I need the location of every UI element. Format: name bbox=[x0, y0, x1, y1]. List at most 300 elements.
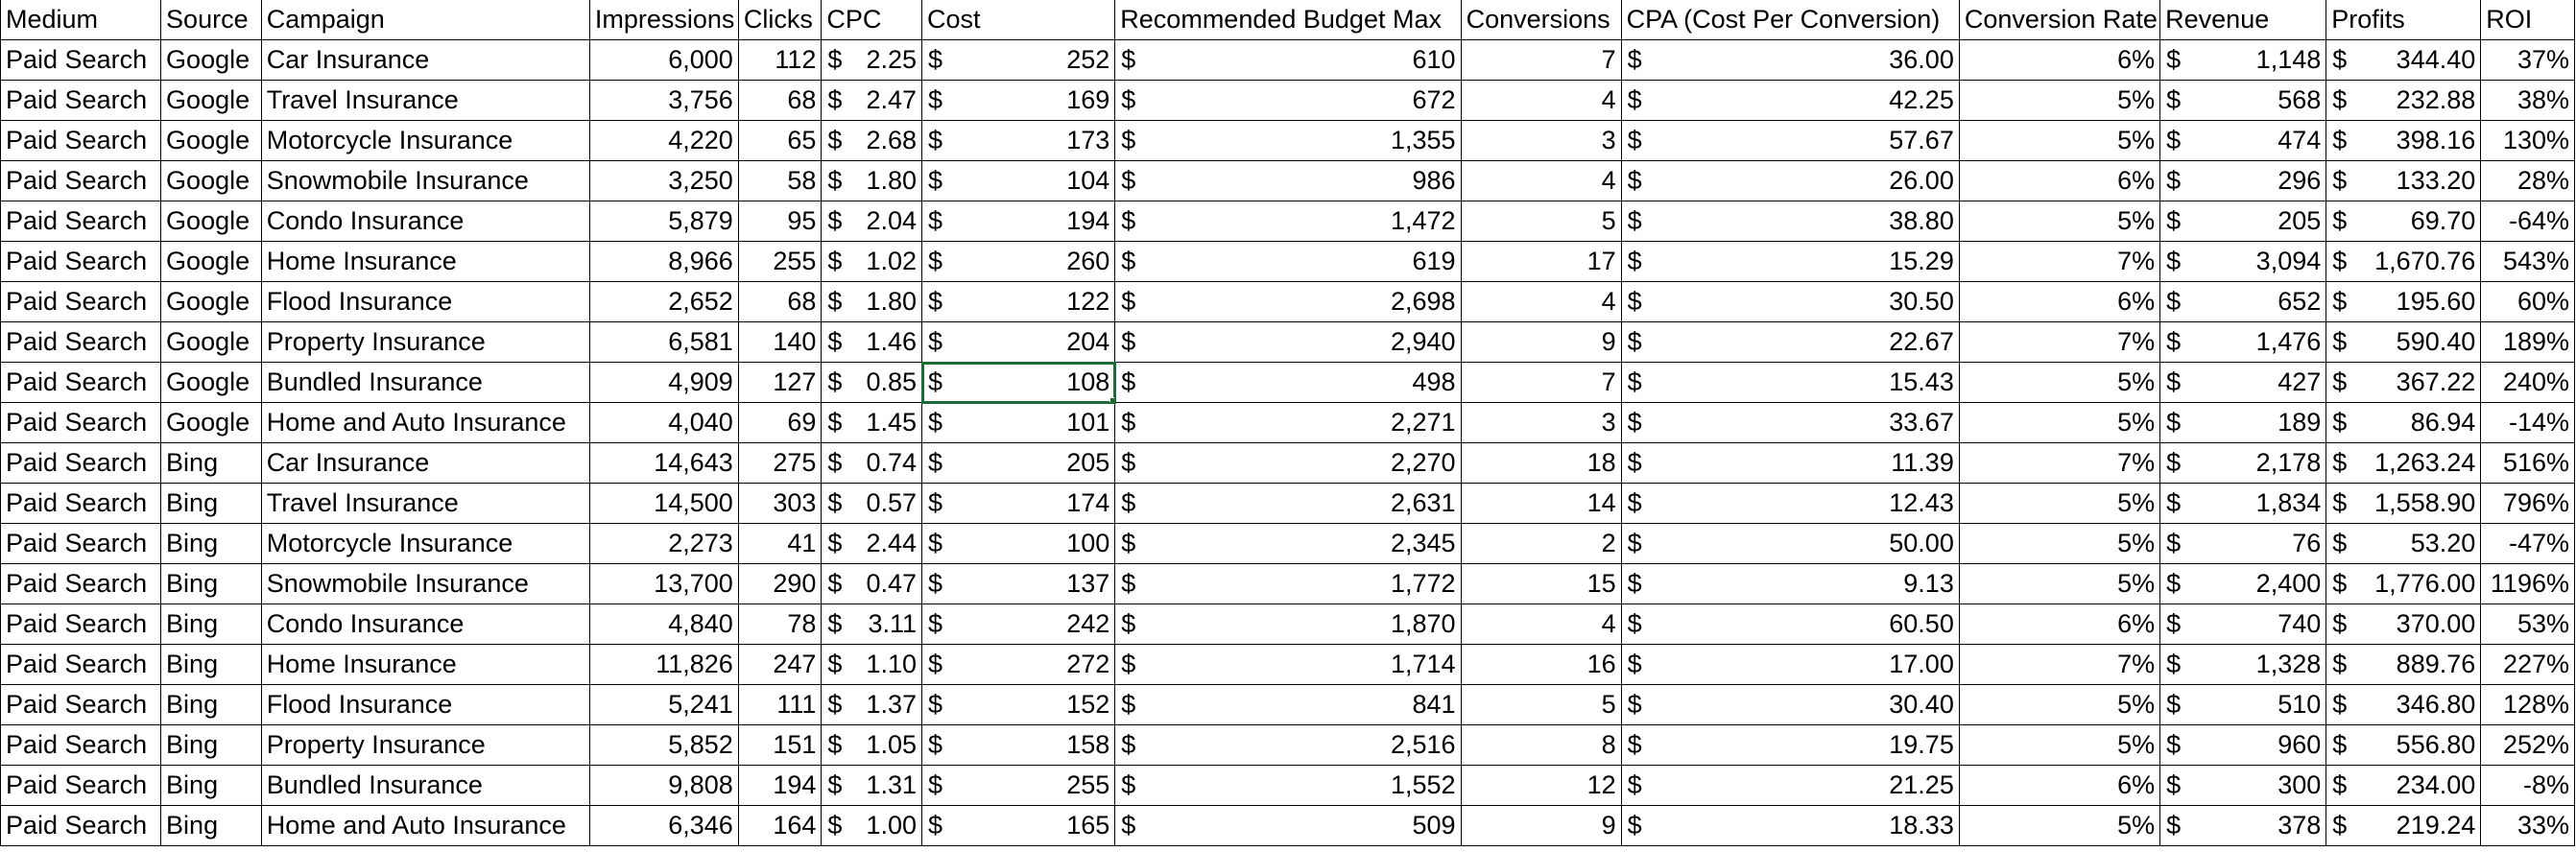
cell-impressions[interactable]: 4,220 bbox=[589, 121, 738, 161]
cell-source[interactable]: Bing bbox=[161, 443, 262, 484]
cell-cpa[interactable] bbox=[1621, 242, 1959, 282]
cell-impressions[interactable]: 4,040 bbox=[589, 403, 738, 443]
cell-clicks[interactable]: 65 bbox=[738, 121, 822, 161]
cell-campaign[interactable]: Motorcycle Insurance bbox=[261, 524, 589, 564]
cell-campaign[interactable]: Car Insurance bbox=[261, 443, 589, 484]
cell-value: 740 bbox=[2278, 609, 2322, 638]
cell-campaign[interactable]: Home Insurance bbox=[261, 645, 589, 685]
cell-impressions[interactable]: 9,808 bbox=[589, 766, 738, 806]
cell-roi[interactable]: 543% bbox=[2481, 242, 2575, 282]
cell-budget[interactable] bbox=[1115, 725, 1461, 766]
cell-roi[interactable]: 38% bbox=[2481, 81, 2575, 121]
cell-medium[interactable]: Paid Search bbox=[1, 645, 161, 685]
cell-medium[interactable]: Paid Search bbox=[1, 161, 161, 201]
cell-medium[interactable]: Paid Search bbox=[1, 242, 161, 282]
cell-cpa[interactable] bbox=[1621, 201, 1959, 242]
cell-impressions[interactable]: 8,966 bbox=[589, 242, 738, 282]
cell-revenue[interactable] bbox=[2160, 645, 2326, 685]
cell-revenue[interactable] bbox=[2160, 766, 2326, 806]
cell-campaign[interactable]: Flood Insurance bbox=[261, 282, 589, 322]
cell-roi[interactable]: 128% bbox=[2481, 685, 2575, 725]
cell-revenue[interactable] bbox=[2160, 121, 2326, 161]
cell-source[interactable]: Google bbox=[161, 40, 262, 81]
cell-cost[interactable] bbox=[922, 161, 1115, 201]
cell-revenue[interactable] bbox=[2160, 484, 2326, 524]
cell-profits[interactable] bbox=[2326, 40, 2481, 81]
cell-clicks[interactable]: 255 bbox=[738, 242, 822, 282]
header-cell-cost[interactable]: Cost bbox=[922, 0, 1115, 40]
cell-medium[interactable]: Paid Search bbox=[1, 363, 161, 403]
cell-profits[interactable] bbox=[2326, 806, 2481, 846]
cell-campaign[interactable]: Bundled Insurance bbox=[261, 363, 589, 403]
cell-budget[interactable] bbox=[1115, 403, 1461, 443]
header-cell-profits[interactable]: Profits bbox=[2326, 0, 2481, 40]
cell-conversions[interactable]: 5 bbox=[1461, 201, 1621, 242]
cell-conversions[interactable]: 9 bbox=[1461, 322, 1621, 363]
cell-medium[interactable]: Paid Search bbox=[1, 806, 161, 846]
cell-medium[interactable]: Paid Search bbox=[1, 81, 161, 121]
cell-budget[interactable] bbox=[1115, 806, 1461, 846]
cell-cpc[interactable] bbox=[822, 685, 922, 725]
cell-cpa[interactable] bbox=[1621, 363, 1959, 403]
cell-revenue[interactable] bbox=[2160, 806, 2326, 846]
cell-medium[interactable]: Paid Search bbox=[1, 484, 161, 524]
cell-clicks[interactable]: 41 bbox=[738, 524, 822, 564]
cell-profits[interactable] bbox=[2326, 685, 2481, 725]
cell-clicks[interactable]: 290 bbox=[738, 564, 822, 604]
cell-clicks[interactable]: 247 bbox=[738, 645, 822, 685]
cell-profits[interactable] bbox=[2326, 201, 2481, 242]
cell-budget[interactable] bbox=[1115, 242, 1461, 282]
cell-conversions[interactable]: 16 bbox=[1461, 645, 1621, 685]
cell-revenue[interactable] bbox=[2160, 242, 2326, 282]
cell-conv_rate[interactable]: 7% bbox=[1959, 322, 2159, 363]
cell-clicks[interactable]: 58 bbox=[738, 161, 822, 201]
cell-cpa[interactable] bbox=[1621, 161, 1959, 201]
cell-budget[interactable] bbox=[1115, 282, 1461, 322]
cell-cpc[interactable] bbox=[822, 40, 922, 81]
cell-cpc[interactable] bbox=[822, 201, 922, 242]
cell-conv_rate[interactable]: 6% bbox=[1959, 604, 2159, 645]
cell-cpa[interactable] bbox=[1621, 121, 1959, 161]
cell-profits[interactable] bbox=[2326, 604, 2481, 645]
currency-symbol: $ bbox=[928, 327, 943, 356]
cell-profits[interactable] bbox=[2326, 766, 2481, 806]
header-cell-revenue[interactable]: Revenue bbox=[2160, 0, 2326, 40]
cell-clicks[interactable]: 69 bbox=[738, 403, 822, 443]
cell-revenue[interactable] bbox=[2160, 604, 2326, 645]
cell-revenue[interactable] bbox=[2160, 81, 2326, 121]
cell-conversions[interactable]: 3 bbox=[1461, 403, 1621, 443]
cell-clicks[interactable]: 78 bbox=[738, 604, 822, 645]
cell-impressions[interactable]: 14,500 bbox=[589, 484, 738, 524]
cell-cost[interactable] bbox=[922, 725, 1115, 766]
cell-cost[interactable] bbox=[922, 524, 1115, 564]
cell-revenue[interactable] bbox=[2160, 725, 2326, 766]
cell-campaign[interactable]: Property Insurance bbox=[261, 322, 589, 363]
cell-budget[interactable] bbox=[1115, 81, 1461, 121]
cell-roi[interactable]: 240% bbox=[2481, 363, 2575, 403]
cell-cpa[interactable] bbox=[1621, 645, 1959, 685]
cell-roi[interactable]: 53% bbox=[2481, 604, 2575, 645]
cell-campaign[interactable]: Bundled Insurance bbox=[261, 766, 589, 806]
cell-campaign[interactable]: Condo Insurance bbox=[261, 201, 589, 242]
cell-conv_rate[interactable]: 6% bbox=[1959, 766, 2159, 806]
cell-source[interactable]: Google bbox=[161, 403, 262, 443]
cell-budget[interactable] bbox=[1115, 201, 1461, 242]
cell-cpa[interactable] bbox=[1621, 725, 1959, 766]
cell-budget[interactable] bbox=[1115, 363, 1461, 403]
cell-conversions[interactable]: 7 bbox=[1461, 363, 1621, 403]
cell-campaign[interactable]: Motorcycle Insurance bbox=[261, 121, 589, 161]
cell-cost[interactable] bbox=[922, 201, 1115, 242]
cell-roi[interactable]: 227% bbox=[2481, 645, 2575, 685]
cell-campaign[interactable]: Home and Auto Insurance bbox=[261, 403, 589, 443]
cell-impressions[interactable]: 13,700 bbox=[589, 564, 738, 604]
header-cell-conv_rate[interactable]: Conversion Rate bbox=[1959, 0, 2159, 40]
cell-source[interactable]: Google bbox=[161, 242, 262, 282]
cell-conv_rate[interactable]: 5% bbox=[1959, 201, 2159, 242]
cell-budget[interactable] bbox=[1115, 443, 1461, 484]
cell-revenue[interactable] bbox=[2160, 403, 2326, 443]
cell-clicks[interactable]: 112 bbox=[738, 40, 822, 81]
cell-budget[interactable] bbox=[1115, 766, 1461, 806]
cell-conv_rate[interactable]: 7% bbox=[1959, 645, 2159, 685]
cell-roi[interactable]: -14% bbox=[2481, 403, 2575, 443]
cell-source[interactable]: Google bbox=[161, 322, 262, 363]
cell-source[interactable]: Google bbox=[161, 161, 262, 201]
cell-cpa[interactable] bbox=[1621, 524, 1959, 564]
cell-medium[interactable]: Paid Search bbox=[1, 685, 161, 725]
cell-conv_rate[interactable]: 5% bbox=[1959, 806, 2159, 846]
cell-profits[interactable] bbox=[2326, 121, 2481, 161]
cell-campaign[interactable]: Snowmobile Insurance bbox=[261, 564, 589, 604]
cell-cpc[interactable] bbox=[822, 443, 922, 484]
cell-cpa[interactable] bbox=[1621, 40, 1959, 81]
cell-cpa[interactable] bbox=[1621, 806, 1959, 846]
cell-campaign[interactable]: Property Insurance bbox=[261, 725, 589, 766]
cell-cpc[interactable] bbox=[822, 81, 922, 121]
cell-clicks[interactable]: 68 bbox=[738, 81, 822, 121]
cell-campaign[interactable]: Travel Insurance bbox=[261, 81, 589, 121]
cell-impressions[interactable]: 14,643 bbox=[589, 443, 738, 484]
header-cell-cpc[interactable]: CPC bbox=[822, 0, 922, 40]
cell-profits[interactable] bbox=[2326, 443, 2481, 484]
cell-campaign[interactable]: Home Insurance bbox=[261, 242, 589, 282]
cell-conversions[interactable]: 3 bbox=[1461, 121, 1621, 161]
cell-impressions[interactable]: 2,652 bbox=[589, 282, 738, 322]
cell-profits[interactable] bbox=[2326, 322, 2481, 363]
cell-revenue[interactable] bbox=[2160, 282, 2326, 322]
cell-impressions[interactable]: 5,241 bbox=[589, 685, 738, 725]
cell-source[interactable]: Bing bbox=[161, 484, 262, 524]
cell-revenue[interactable] bbox=[2160, 685, 2326, 725]
header-cell-conversions[interactable]: Conversions bbox=[1461, 0, 1621, 40]
cell-cpc[interactable] bbox=[822, 403, 922, 443]
cell-conversions[interactable]: 14 bbox=[1461, 484, 1621, 524]
cell-impressions[interactable]: 4,840 bbox=[589, 604, 738, 645]
cell-cpc[interactable] bbox=[822, 766, 922, 806]
cell-budget[interactable] bbox=[1115, 161, 1461, 201]
cell-conv_rate[interactable]: 5% bbox=[1959, 725, 2159, 766]
cell-cpc[interactable] bbox=[822, 806, 922, 846]
header-cell-cpa[interactable]: CPA (Cost Per Conversion) bbox=[1621, 0, 1959, 40]
cell-medium[interactable]: Paid Search bbox=[1, 524, 161, 564]
cell-profits[interactable] bbox=[2326, 564, 2481, 604]
cell-source[interactable]: Bing bbox=[161, 685, 262, 725]
cell-cost[interactable] bbox=[922, 40, 1115, 81]
cell-source[interactable]: Bing bbox=[161, 725, 262, 766]
cell-profits[interactable] bbox=[2326, 645, 2481, 685]
cell-cpc[interactable] bbox=[822, 121, 922, 161]
cell-clicks[interactable]: 68 bbox=[738, 282, 822, 322]
cell-cpa[interactable] bbox=[1621, 564, 1959, 604]
cell-medium[interactable]: Paid Search bbox=[1, 403, 161, 443]
cell-roi[interactable]: 60% bbox=[2481, 282, 2575, 322]
cell-cpa[interactable] bbox=[1621, 604, 1959, 645]
cell-budget[interactable] bbox=[1115, 524, 1461, 564]
header-cell-roi[interactable]: ROI bbox=[2481, 0, 2575, 40]
cell-profits[interactable] bbox=[2326, 161, 2481, 201]
cell-revenue[interactable] bbox=[2160, 161, 2326, 201]
cell-impressions[interactable]: 5,852 bbox=[589, 725, 738, 766]
cell-roi[interactable]: 37% bbox=[2481, 40, 2575, 81]
cell-clicks[interactable]: 151 bbox=[738, 725, 822, 766]
cell-impressions[interactable]: 6,000 bbox=[589, 40, 738, 81]
cell-roi[interactable]: -47% bbox=[2481, 524, 2575, 564]
header-cell-campaign[interactable]: Campaign bbox=[261, 0, 589, 40]
cell-conv_rate[interactable]: 5% bbox=[1959, 484, 2159, 524]
cell-cost[interactable] bbox=[922, 806, 1115, 846]
cell-impressions[interactable]: 6,581 bbox=[589, 322, 738, 363]
cell-cpa[interactable] bbox=[1621, 484, 1959, 524]
cell-cpc[interactable] bbox=[822, 725, 922, 766]
cell-source[interactable]: Google bbox=[161, 121, 262, 161]
cell-cost[interactable] bbox=[922, 604, 1115, 645]
cell-conv_rate[interactable]: 6% bbox=[1959, 40, 2159, 81]
cell-cost[interactable] bbox=[922, 242, 1115, 282]
cell-medium[interactable]: Paid Search bbox=[1, 282, 161, 322]
cell-medium[interactable]: Paid Search bbox=[1, 604, 161, 645]
cell-conversions[interactable]: 17 bbox=[1461, 242, 1621, 282]
cell-cpa[interactable] bbox=[1621, 322, 1959, 363]
cell-impressions[interactable]: 4,909 bbox=[589, 363, 738, 403]
cell-cost[interactable] bbox=[922, 766, 1115, 806]
cell-impressions[interactable]: 6,346 bbox=[589, 806, 738, 846]
header-cell-clicks[interactable]: Clicks bbox=[738, 0, 822, 40]
cell-conv_rate[interactable]: 5% bbox=[1959, 403, 2159, 443]
cell-source[interactable]: Bing bbox=[161, 524, 262, 564]
cell-cpc[interactable] bbox=[822, 161, 922, 201]
cell-medium[interactable]: Paid Search bbox=[1, 40, 161, 81]
cell-roi[interactable]: 130% bbox=[2481, 121, 2575, 161]
cell-cpa[interactable] bbox=[1621, 403, 1959, 443]
cell-conv_rate[interactable]: 5% bbox=[1959, 564, 2159, 604]
cell-cost[interactable] bbox=[922, 443, 1115, 484]
cell-conversions[interactable]: 12 bbox=[1461, 766, 1621, 806]
cell-cpa[interactable] bbox=[1621, 685, 1959, 725]
cell-cpc[interactable] bbox=[822, 524, 922, 564]
cell-medium[interactable]: Paid Search bbox=[1, 564, 161, 604]
cell-cost[interactable] bbox=[922, 81, 1115, 121]
cell-budget[interactable] bbox=[1115, 40, 1461, 81]
cell-source[interactable]: Google bbox=[161, 363, 262, 403]
cell-value: 509 bbox=[1412, 811, 1456, 840]
cell-profits[interactable] bbox=[2326, 725, 2481, 766]
cell-clicks[interactable]: 127 bbox=[738, 363, 822, 403]
cell-revenue[interactable] bbox=[2160, 443, 2326, 484]
header-cell-source[interactable]: Source bbox=[161, 0, 262, 40]
cell-cost[interactable] bbox=[922, 564, 1115, 604]
cell-conversions[interactable]: 8 bbox=[1461, 725, 1621, 766]
cell-cost[interactable] bbox=[922, 685, 1115, 725]
cell-campaign[interactable]: Travel Insurance bbox=[261, 484, 589, 524]
cell-medium[interactable]: Paid Search bbox=[1, 121, 161, 161]
cell-impressions[interactable]: 5,879 bbox=[589, 201, 738, 242]
cell-cpc[interactable] bbox=[822, 645, 922, 685]
cell-budget[interactable] bbox=[1115, 322, 1461, 363]
cell-conv_rate[interactable]: 6% bbox=[1959, 282, 2159, 322]
cell-cpc[interactable] bbox=[822, 604, 922, 645]
cell-revenue[interactable] bbox=[2160, 363, 2326, 403]
cell-source[interactable]: Google bbox=[161, 81, 262, 121]
cell-cost[interactable] bbox=[922, 645, 1115, 685]
cell-profits[interactable] bbox=[2326, 403, 2481, 443]
cell-budget[interactable] bbox=[1115, 484, 1461, 524]
cell-conv_rate[interactable]: 7% bbox=[1959, 443, 2159, 484]
cell-conv_rate[interactable]: 5% bbox=[1959, 121, 2159, 161]
cell-cpc[interactable] bbox=[822, 322, 922, 363]
cell-clicks[interactable]: 164 bbox=[738, 806, 822, 846]
cell-conv_rate[interactable]: 5% bbox=[1959, 363, 2159, 403]
cell-budget[interactable] bbox=[1115, 604, 1461, 645]
cell-cost[interactable] bbox=[922, 403, 1115, 443]
cell-revenue[interactable] bbox=[2160, 40, 2326, 81]
cell-conversions[interactable]: 4 bbox=[1461, 161, 1621, 201]
cell-conv_rate[interactable]: 5% bbox=[1959, 81, 2159, 121]
cell-conversions[interactable]: 18 bbox=[1461, 443, 1621, 484]
cell-conv_rate[interactable]: 7% bbox=[1959, 242, 2159, 282]
cell-cpa[interactable] bbox=[1621, 282, 1959, 322]
cell-source[interactable]: Google bbox=[161, 282, 262, 322]
cell-cpc[interactable] bbox=[822, 564, 922, 604]
cell-clicks[interactable]: 275 bbox=[738, 443, 822, 484]
cell-value: 1.80 bbox=[866, 287, 918, 316]
cell-source[interactable]: Bing bbox=[161, 645, 262, 685]
cell-profits[interactable] bbox=[2326, 242, 2481, 282]
cell-cpa[interactable] bbox=[1621, 766, 1959, 806]
cell-source[interactable]: Bing bbox=[161, 564, 262, 604]
cell-roi[interactable]: 252% bbox=[2481, 725, 2575, 766]
cell-conv_rate[interactable]: 5% bbox=[1959, 685, 2159, 725]
cell-cost[interactable] bbox=[922, 121, 1115, 161]
cell-roi[interactable]: -64% bbox=[2481, 201, 2575, 242]
cell-campaign[interactable]: Home and Auto Insurance bbox=[261, 806, 589, 846]
cell-impressions[interactable]: 2,273 bbox=[589, 524, 738, 564]
cell-roi[interactable]: -8% bbox=[2481, 766, 2575, 806]
cell-budget[interactable] bbox=[1115, 121, 1461, 161]
cell-medium[interactable]: Paid Search bbox=[1, 322, 161, 363]
cell-campaign[interactable]: Condo Insurance bbox=[261, 604, 589, 645]
cell-profits[interactable] bbox=[2326, 363, 2481, 403]
cell-medium[interactable]: Paid Search bbox=[1, 201, 161, 242]
cell-conversions[interactable]: 5 bbox=[1461, 685, 1621, 725]
header-cell-budget[interactable]: Recommended Budget Max bbox=[1115, 0, 1461, 40]
cell-clicks[interactable]: 140 bbox=[738, 322, 822, 363]
cell-value: 1.05 bbox=[866, 730, 918, 759]
cell-cost[interactable] bbox=[922, 322, 1115, 363]
cell-cpa[interactable] bbox=[1621, 443, 1959, 484]
header-cell-medium[interactable]: Medium bbox=[1, 0, 161, 40]
cell-medium[interactable]: Paid Search bbox=[1, 766, 161, 806]
cell-campaign[interactable]: Flood Insurance bbox=[261, 685, 589, 725]
cell-conversions[interactable]: 9 bbox=[1461, 806, 1621, 846]
cell-budget[interactable] bbox=[1115, 685, 1461, 725]
cell-budget[interactable] bbox=[1115, 564, 1461, 604]
cell-clicks[interactable]: 111 bbox=[738, 685, 822, 725]
cell-medium[interactable]: Paid Search bbox=[1, 443, 161, 484]
cell-impressions[interactable]: 11,826 bbox=[589, 645, 738, 685]
cell-source[interactable]: Bing bbox=[161, 766, 262, 806]
cell-conversions[interactable]: 4 bbox=[1461, 604, 1621, 645]
cell-source[interactable]: Google bbox=[161, 201, 262, 242]
cell-impressions[interactable]: 3,250 bbox=[589, 161, 738, 201]
cell-profits[interactable] bbox=[2326, 484, 2481, 524]
cell-cost[interactable] bbox=[922, 484, 1115, 524]
selected-cell-cost[interactable] bbox=[922, 363, 1115, 403]
cell-conversions[interactable]: 15 bbox=[1461, 564, 1621, 604]
cell-cost[interactable] bbox=[922, 282, 1115, 322]
cell-clicks[interactable]: 194 bbox=[738, 766, 822, 806]
cell-budget[interactable] bbox=[1115, 645, 1461, 685]
cell-profits[interactable] bbox=[2326, 282, 2481, 322]
cell-roi[interactable]: 189% bbox=[2481, 322, 2575, 363]
cell-clicks[interactable]: 303 bbox=[738, 484, 822, 524]
cell-cpc[interactable] bbox=[822, 242, 922, 282]
cell-revenue[interactable] bbox=[2160, 524, 2326, 564]
cell-impressions[interactable]: 3,756 bbox=[589, 81, 738, 121]
cell-cpc[interactable] bbox=[822, 282, 922, 322]
cell-source[interactable]: Bing bbox=[161, 604, 262, 645]
cell-profits[interactable] bbox=[2326, 524, 2481, 564]
cell-conversions[interactable]: 4 bbox=[1461, 81, 1621, 121]
cell-roi[interactable]: 33% bbox=[2481, 806, 2575, 846]
cell-revenue[interactable] bbox=[2160, 201, 2326, 242]
cell-conversions[interactable]: 7 bbox=[1461, 40, 1621, 81]
cell-source[interactable]: Bing bbox=[161, 806, 262, 846]
cell-revenue[interactable] bbox=[2160, 322, 2326, 363]
cell-clicks[interactable]: 95 bbox=[738, 201, 822, 242]
cell-roi[interactable]: 28% bbox=[2481, 161, 2575, 201]
cell-roi[interactable]: 796% bbox=[2481, 484, 2575, 524]
cell-revenue[interactable] bbox=[2160, 564, 2326, 604]
cell-campaign[interactable]: Snowmobile Insurance bbox=[261, 161, 589, 201]
cell-conv_rate[interactable]: 5% bbox=[1959, 524, 2159, 564]
cell-cpc[interactable] bbox=[822, 484, 922, 524]
cell-conv_rate[interactable]: 6% bbox=[1959, 161, 2159, 201]
cell-conversions[interactable]: 4 bbox=[1461, 282, 1621, 322]
cell-profits[interactable] bbox=[2326, 81, 2481, 121]
cell-cpc[interactable] bbox=[822, 363, 922, 403]
cell-conversions[interactable]: 2 bbox=[1461, 524, 1621, 564]
cell-medium[interactable]: Paid Search bbox=[1, 725, 161, 766]
header-cell-impressions[interactable]: Impressions bbox=[589, 0, 738, 40]
cell-campaign[interactable]: Car Insurance bbox=[261, 40, 589, 81]
cell-roi[interactable]: 516% bbox=[2481, 443, 2575, 484]
cell-cpa[interactable] bbox=[1621, 81, 1959, 121]
cell-roi[interactable]: 1196% bbox=[2481, 564, 2575, 604]
currency-symbol: $ bbox=[1121, 85, 1136, 114]
